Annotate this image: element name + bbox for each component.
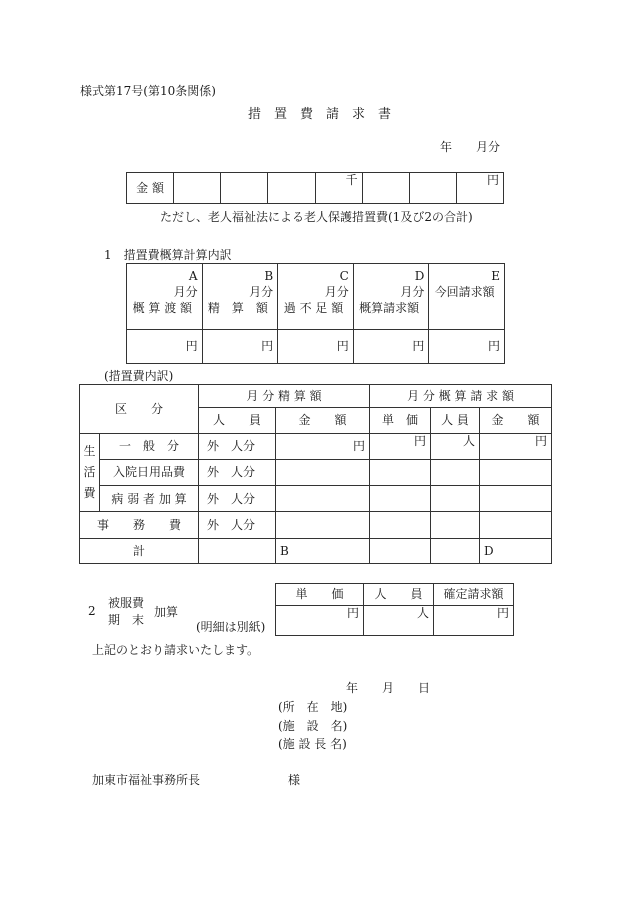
row-hospital-persons2[interactable] bbox=[431, 459, 480, 485]
row-office-amount[interactable] bbox=[276, 512, 370, 538]
row-infirm-label: 病 弱 者 加 算 bbox=[100, 486, 199, 512]
amount-header: 金 額 bbox=[276, 408, 370, 433]
settlement-header: 月 分 精 算 額 bbox=[199, 385, 370, 408]
section1-col-b-header: B 月分 精 算 額 bbox=[202, 264, 278, 330]
form-number: 様式第17号(第10条関係) bbox=[80, 84, 216, 98]
row-hospital-persons[interactable]: 外 人分 bbox=[199, 459, 276, 485]
breakdown-caption: (措置費内訳) bbox=[104, 369, 174, 383]
row-hospital-amount2[interactable] bbox=[480, 459, 552, 485]
section2-item-line2: 期 末 bbox=[108, 613, 145, 627]
section1-b-value[interactable]: 円 bbox=[202, 330, 278, 364]
row-infirm-amount2[interactable] bbox=[480, 486, 552, 512]
row-total-amount2[interactable]: D bbox=[480, 538, 552, 563]
section1-c-value[interactable]: 円 bbox=[278, 330, 354, 364]
row-total-persons2[interactable] bbox=[431, 538, 480, 563]
closing-date: 年 月 日 bbox=[346, 681, 431, 695]
addressee: 加東市福祉事務所長 bbox=[92, 773, 201, 787]
amount-digit-cell[interactable] bbox=[221, 173, 268, 204]
row-hospital-unit-price[interactable] bbox=[370, 459, 431, 485]
section1-heading: 1 措置費概算計算内訳 bbox=[104, 248, 232, 262]
amount-note: ただし、老人福祉法による老人保護措置費(1及び2の合計) bbox=[160, 210, 473, 224]
amount-yen-cell[interactable]: 円 bbox=[456, 173, 503, 204]
closing-statement: 上記のとおり請求いたします。 bbox=[92, 643, 260, 657]
persons2-header: 人 員 bbox=[431, 408, 480, 433]
category-header: 区 分 bbox=[80, 385, 199, 434]
row-total-persons[interactable] bbox=[199, 538, 276, 563]
estimate-header: 月 分 概 算 請 求 額 bbox=[370, 385, 552, 408]
facility-name-label: (施 設 名) bbox=[278, 719, 348, 733]
row-general-persons2[interactable]: 人 bbox=[431, 433, 480, 459]
row-office-unit-price[interactable] bbox=[370, 512, 431, 538]
section2-table bbox=[275, 583, 514, 636]
row-general-amount2[interactable]: 円 bbox=[480, 433, 552, 459]
amount-digit-cell[interactable] bbox=[409, 173, 456, 204]
section2-persons-header: 人 員 bbox=[364, 584, 434, 606]
section2-persons-value[interactable]: 人 bbox=[364, 606, 434, 636]
unit-price-header: 単 価 bbox=[370, 408, 431, 433]
section2-unit-price-header: 単 価 bbox=[276, 584, 364, 606]
row-office-label: 事 務 費 bbox=[80, 512, 199, 538]
breakdown-table bbox=[79, 384, 552, 564]
section1-e-value[interactable]: 円 bbox=[429, 330, 505, 364]
row-office-persons2[interactable] bbox=[431, 512, 480, 538]
persons-header: 人 員 bbox=[199, 408, 276, 433]
period-label: 年 月分 bbox=[440, 140, 501, 154]
living-expense-label: 生 活 費 bbox=[80, 433, 100, 512]
row-hospital-amount[interactable] bbox=[276, 459, 370, 485]
row-office-amount2[interactable] bbox=[480, 512, 552, 538]
facility-address-label: (所 在 地) bbox=[278, 700, 348, 714]
honorific: 様 bbox=[288, 773, 301, 787]
section2-item-line1: 被服費 bbox=[108, 596, 145, 610]
amount-digit-cell[interactable] bbox=[362, 173, 409, 204]
row-office-persons[interactable]: 外 人分 bbox=[199, 512, 276, 538]
amount2-header: 金 額 bbox=[480, 408, 552, 433]
section2-unit-price-value[interactable]: 円 bbox=[276, 606, 364, 636]
amount-digit-cell[interactable] bbox=[268, 173, 315, 204]
facility-director-label: (施 設 長 名) bbox=[278, 737, 347, 751]
section1-a-value[interactable]: 円 bbox=[127, 330, 203, 364]
amount-digit-cell[interactable] bbox=[174, 173, 221, 204]
row-general-persons[interactable]: 外 人分 bbox=[199, 433, 276, 459]
section2-confirmed-header: 確定請求額 bbox=[434, 584, 514, 606]
section2-confirmed-value[interactable]: 円 bbox=[434, 606, 514, 636]
section2-detail-note: (明細は別紙) bbox=[196, 620, 266, 634]
section1-col-e-header: E 今回請求額 bbox=[429, 264, 505, 330]
row-infirm-unit-price[interactable] bbox=[370, 486, 431, 512]
section1-col-c-header: C 月分 過 不 足 額 bbox=[278, 264, 354, 330]
row-infirm-persons2[interactable] bbox=[431, 486, 480, 512]
row-total-label: 計 bbox=[80, 538, 199, 563]
section1-col-d-header: D 月分 概算請求額 bbox=[353, 264, 429, 330]
row-general-unit-price[interactable]: 円 bbox=[370, 433, 431, 459]
section1-col-a-header: A 月分 概 算 渡 額 bbox=[127, 264, 203, 330]
row-hospital-label: 入院日用品費 bbox=[100, 459, 199, 485]
row-total-amount[interactable]: B bbox=[276, 538, 370, 563]
section2-number: 2 bbox=[88, 604, 96, 618]
row-general-amount[interactable]: 円 bbox=[276, 433, 370, 459]
page-title: 措 置 費 請 求 書 bbox=[248, 107, 392, 122]
amount-table bbox=[126, 172, 504, 204]
row-infirm-persons[interactable]: 外 人分 bbox=[199, 486, 276, 512]
row-total-unit-price[interactable] bbox=[370, 538, 431, 563]
amount-label: 金 額 bbox=[127, 173, 174, 204]
amount-thousand-cell[interactable]: 千 bbox=[315, 173, 362, 204]
row-general-label: 一 般 分 bbox=[100, 433, 199, 459]
section2-addition: 加算 bbox=[154, 605, 179, 619]
section1-d-value[interactable]: 円 bbox=[353, 330, 429, 364]
row-infirm-amount[interactable] bbox=[276, 486, 370, 512]
section1-table bbox=[126, 263, 505, 364]
